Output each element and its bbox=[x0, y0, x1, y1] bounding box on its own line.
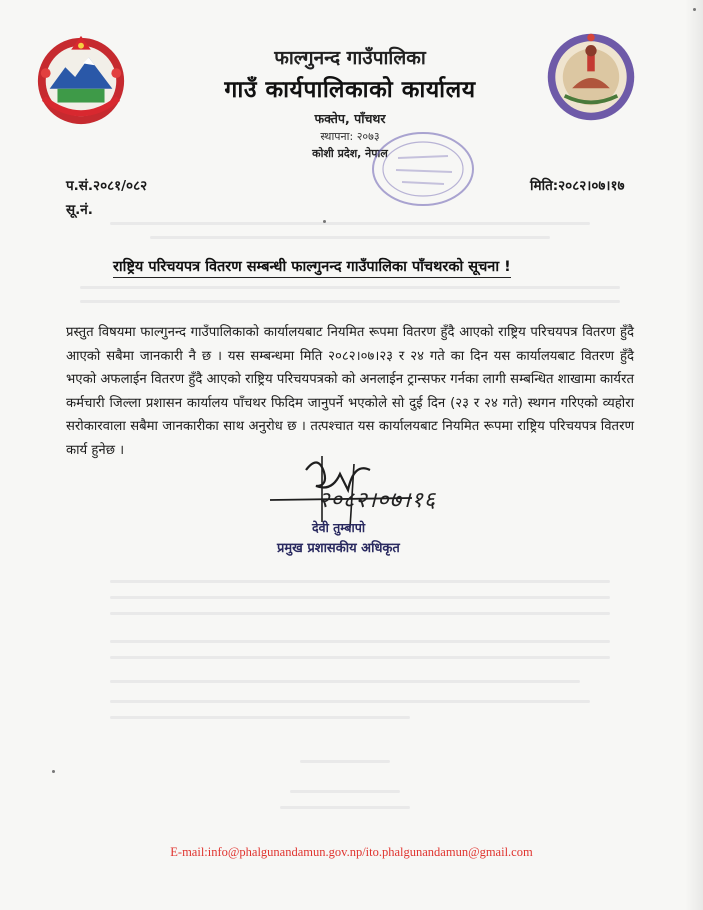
scan-speck bbox=[52, 770, 55, 773]
municipality-name: फाल्गुनन्द गाउँपालिका bbox=[274, 47, 426, 69]
dispatch-number: सू.नं. bbox=[66, 202, 93, 218]
notice-subject: राष्ट्रिय परिचयपत्र वितरण सम्बन्धी फाल्गुनन्द गाउँपालिका पाँचथरको सूचना ! bbox=[113, 256, 511, 278]
signatory-title: प्रमुख प्रशासकीय अधिकृत bbox=[277, 541, 400, 556]
office-address: फक्तेप, पाँचथर bbox=[314, 111, 386, 126]
municipality-logo-icon bbox=[544, 30, 638, 124]
notice-body: प्रस्तुत विषयमा फाल्गुनन्द गाउँपालिकाको कार्यालयबाट नियमित रूपमा वितरण हुँदै आएको राष्ट्रिय परिचयपत्र वितरण हुँदै आएको सबैमा जानकारी नै छ । यस सम्बन्धमा मिति २०८२।०७।२३ र २४ गते का दिन यस कार्यालयबाट वितरण हुँदै भएको अफलाईन वितरण हुँदै आएको राष्ट्रिय परिचयपत्रको को अनलाईन ट्रान्सफर गर्नका लागी सम्बन्धित शाखामा कार्यरत कर्मचारी जिल्ला प्रशासन कार्यालय पाँचथर फिदिम जानुपर्ने भएकोले सो दुई दिन (२३ र २४ गते) स्थगन गरिएको व्यहोरा सरोकारवाला सबैमा जानकारीका साथ अनुरोध छ । तत्पश्चात यस कार्यालयबाट नियमित रूपमा राष्ट्रिय परिचयपत्र वितरण कार्य हुनेछ । bbox=[66, 325, 634, 458]
page-edge-shadow bbox=[685, 0, 703, 910]
nepal-government-emblem-icon bbox=[32, 30, 130, 128]
established-year: स्थापना: २०७३ bbox=[320, 130, 380, 143]
scan-speck bbox=[693, 8, 696, 11]
office-stamp-icon bbox=[368, 128, 478, 210]
signatory-name: देवी तुम्बापो bbox=[312, 520, 366, 535]
reference-number: प.सं.२०८१/०८२ bbox=[66, 178, 148, 194]
office-name: गाउँ कार्यपालिकाको कार्यालय bbox=[224, 77, 476, 103]
scan-speck bbox=[323, 220, 326, 223]
letter-date: मिति:२०८२।०७।१७ bbox=[530, 178, 625, 194]
footer-email: E-mail:info@phalgunandamun.gov.np/ito.phalgunandamun@gmail.com bbox=[170, 845, 533, 859]
signature-date: २०८२।०७।१६ bbox=[318, 488, 437, 513]
province-name: कोशी प्रदेश, नेपाल bbox=[312, 147, 388, 160]
